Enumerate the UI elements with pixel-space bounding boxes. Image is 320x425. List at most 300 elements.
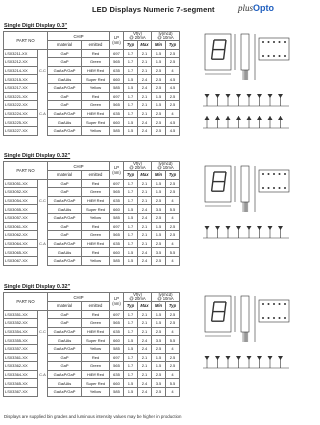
pin-hole (284, 317, 286, 319)
col-header-vf-typ: Typ (124, 41, 138, 50)
cell-vf-max: 2.1 (138, 196, 152, 205)
segment-e (212, 182, 213, 192)
col-header-iv (152, 32, 180, 41)
col-header-vf (124, 32, 152, 41)
cell-vf-typ: 1.7 (124, 319, 138, 328)
cell-iv-typ: 4 (166, 213, 180, 222)
cell-iv-typ: 2.5 (166, 58, 180, 67)
cell-vf-typ: 1.7 (124, 109, 138, 118)
cell-emitted: Yellow (82, 256, 110, 265)
diode-symbol (236, 356, 241, 360)
section-title: Single Digit Display 0.3" (4, 23, 68, 29)
pin-hole (279, 55, 281, 57)
cell-iv-typ: 4 (166, 239, 180, 248)
cell-iv-typ: 2.5 (166, 179, 180, 188)
cell-vf-typ: 1.7 (124, 222, 138, 231)
col-header-vf (124, 293, 152, 302)
col-header-iv (152, 162, 180, 171)
pin-hole (284, 303, 286, 305)
col-header-part-no: PART NO (4, 293, 48, 311)
cell-vf-max: 2.1 (138, 362, 152, 371)
cell-lp: 565 (110, 101, 124, 110)
cell-vf-max: 2.4 (138, 248, 152, 257)
cell-iv-min: 1.5 (152, 101, 166, 110)
cell-iv-min: 3.5 (152, 336, 166, 345)
cell-emitted: HiEff Red (82, 239, 110, 248)
col-header-material: material (48, 171, 82, 180)
cell-lp: 585 (110, 344, 124, 353)
col-header-vf-max: Max (138, 302, 152, 311)
col-header-chip: CHIP (48, 162, 110, 171)
cell-material: GaP (48, 92, 82, 101)
cell-iv-typ: 4.5 (166, 75, 180, 84)
display-outline-diagram-1 (197, 28, 295, 146)
pin-hole (279, 187, 281, 189)
cell-lp: 635 (110, 109, 124, 118)
cell-iv-min: 2.5 (152, 118, 166, 127)
cell-vf-max: 2.4 (138, 205, 152, 214)
cell-iv-min: 2.5 (152, 66, 166, 75)
outline-drawing (197, 290, 295, 408)
cell-part-no: LS03227-XX (4, 126, 38, 135)
cell-emitted: HiEff Red (82, 66, 110, 75)
cell-material: GaAsP/GaP (48, 213, 82, 222)
cell-iv-min: 1.5 (152, 319, 166, 328)
cell-material: GaAsP/GaP (48, 66, 82, 75)
cell-iv-typ: 5.5 (166, 248, 180, 257)
cell-part-no: LS03211-XX (4, 49, 38, 58)
cell-vf-typ: 1.7 (124, 353, 138, 362)
cell-vf-max: 2.1 (138, 239, 152, 248)
diode-symbol (247, 356, 252, 360)
cell-vf-max: 2.1 (138, 231, 152, 240)
diode-symbol (278, 94, 283, 98)
pin-hole (262, 173, 264, 175)
cell-emitted: Yellow (82, 83, 110, 92)
cell-emitted: Green (82, 362, 110, 371)
cell-lp: 635 (110, 66, 124, 75)
cell-iv-min: 3.5 (152, 248, 166, 257)
cell-iv-min: 3.5 (152, 205, 166, 214)
cell-lp: 697 (110, 222, 124, 231)
cell-vf-max: 2.4 (138, 387, 152, 396)
cell-material: GaAlAs (48, 205, 82, 214)
outline-drawing (197, 160, 295, 278)
diode-symbol (236, 116, 241, 120)
cell-part-no: LS03357-XX (4, 344, 38, 353)
cell-vf-max: 2.1 (138, 58, 152, 67)
col-header-lp-unit: (nm) (112, 40, 121, 46)
diode-symbol (268, 94, 273, 98)
cell-vf-typ: 1.5 (124, 213, 138, 222)
logo-text-opto: Opto (253, 3, 275, 13)
cell-vf-max: 2.1 (138, 370, 152, 379)
segment-e (212, 312, 213, 322)
table-row (4, 92, 180, 101)
cell-iv-min: 1.5 (152, 353, 166, 362)
cell-lp: 565 (110, 319, 124, 328)
cell-material: GaP (48, 179, 82, 188)
table-row (4, 222, 180, 231)
cell-lp: 697 (110, 49, 124, 58)
cell-vf-typ: 1.5 (124, 379, 138, 388)
cell-iv-typ: 4.5 (166, 118, 180, 127)
col-header-vf-cond: @ 20mA (129, 165, 146, 170)
cell-material: GaAsP/GaP (48, 256, 82, 265)
table-row (4, 109, 180, 118)
cell-material: GaP (48, 319, 82, 328)
pin-hole (262, 187, 264, 189)
pin-hole (273, 317, 275, 319)
cell-iv-typ: 4 (166, 196, 180, 205)
diode-symbol (257, 356, 262, 360)
col-header-lp (110, 32, 124, 50)
cell-vf-typ: 1.5 (124, 336, 138, 345)
cell-common-type: C.A (38, 222, 48, 265)
col-header-vf-max: Max (138, 41, 152, 50)
col-header-iv-typ: Typ (166, 302, 180, 311)
diode-symbol (278, 356, 283, 360)
diode-symbol (278, 226, 283, 230)
cell-iv-min: 3.5 (152, 379, 166, 388)
cell-lp: 585 (110, 387, 124, 396)
cell-lp: 565 (110, 231, 124, 240)
header-row (4, 293, 180, 302)
cell-lp: 660 (110, 336, 124, 345)
cell-material: GaAsP/GaP (48, 327, 82, 336)
cell-emitted: Super Red (82, 118, 110, 127)
table-row (4, 196, 180, 205)
table-row (4, 231, 180, 240)
cell-emitted: Red (82, 49, 110, 58)
cell-part-no: LS03062-XX (4, 231, 38, 240)
cell-part-no: LS03051-XX (4, 179, 38, 188)
col-header-lp-unit: (nm) (112, 301, 121, 307)
cell-vf-max: 2.4 (138, 336, 152, 345)
cell-iv-min: 1.5 (152, 92, 166, 101)
cell-material: GaAlAs (48, 379, 82, 388)
cell-iv-min: 2.5 (152, 213, 166, 222)
cell-emitted: Yellow (82, 126, 110, 135)
cell-iv-min: 2.5 (152, 126, 166, 135)
diode-symbol (236, 226, 241, 230)
pin-hole (268, 173, 270, 175)
cell-vf-max: 2.1 (138, 66, 152, 75)
col-header-lp-label: LP (113, 35, 120, 41)
cell-emitted: Yellow (82, 213, 110, 222)
cell-part-no: LS03054-XX (4, 196, 38, 205)
cell-iv-typ: 4 (166, 66, 180, 75)
pin-hole (273, 303, 275, 305)
footnote: Displays are supplied bin grades and luminous intensity values may be higher in production (4, 414, 182, 419)
diode-symbol (226, 226, 231, 230)
col-header-iv-min: Min (152, 302, 166, 311)
table-row (4, 126, 180, 135)
pin-hole (279, 41, 281, 43)
cell-material: GaP (48, 188, 82, 197)
cell-part-no: LS03225-XX (4, 118, 38, 127)
cell-emitted: Super Red (82, 379, 110, 388)
cell-vf-typ: 1.7 (124, 370, 138, 379)
cell-emitted: Yellow (82, 344, 110, 353)
table-row (4, 344, 180, 353)
col-header-iv-min: Min (152, 171, 166, 180)
cell-vf-max: 2.4 (138, 83, 152, 92)
cell-emitted: Green (82, 319, 110, 328)
col-header-vf-cond: @ 20mA (129, 296, 146, 301)
cell-lp: 635 (110, 327, 124, 336)
cell-iv-min: 2.5 (152, 344, 166, 353)
diode-symbol (247, 226, 252, 230)
col-header-vf-typ: Typ (124, 171, 138, 180)
cell-iv-typ: 2.5 (166, 101, 180, 110)
col-header-lp-unit: (nm) (112, 170, 121, 176)
diode-symbol (268, 356, 273, 360)
diode-symbol (205, 226, 210, 230)
cell-part-no: LS03224-XX (4, 109, 38, 118)
cell-lp: 585 (110, 83, 124, 92)
col-header-iv-typ: Typ (166, 171, 180, 180)
package-side-view (241, 34, 249, 70)
diode-symbol (278, 116, 283, 120)
col-header-part-no: PART NO (4, 32, 48, 50)
cell-part-no: LS03061-XX (4, 222, 38, 231)
col-header-iv-cond: @ 10mA (157, 165, 174, 170)
outline-drawing (197, 28, 295, 146)
display-outline-diagram-2 (197, 160, 295, 278)
cell-vf-typ: 1.5 (124, 248, 138, 257)
cell-iv-typ: 2.5 (166, 353, 180, 362)
segment-f (213, 302, 214, 312)
cell-material: GaAlAs (48, 248, 82, 257)
diode-symbol (268, 226, 273, 230)
pin-hole (268, 317, 270, 319)
cell-lp: 660 (110, 118, 124, 127)
col-header-iv-min: Min (152, 41, 166, 50)
col-header-iv-typ: Typ (166, 41, 180, 50)
cell-vf-typ: 1.7 (124, 49, 138, 58)
cell-part-no: LS03214-XX (4, 66, 38, 75)
cell-part-no: LS03067-XX (4, 256, 38, 265)
cell-iv-min: 1.5 (152, 49, 166, 58)
cell-iv-min: 2.5 (152, 387, 166, 396)
cell-vf-typ: 1.7 (124, 310, 138, 319)
cell-emitted: Yellow (82, 387, 110, 396)
table-row (4, 353, 180, 362)
cell-vf-typ: 1.7 (124, 362, 138, 371)
col-header-material: material (48, 302, 82, 311)
cell-vf-typ: 1.7 (124, 231, 138, 240)
cell-emitted: Green (82, 188, 110, 197)
cell-emitted: Red (82, 248, 110, 257)
cell-vf-max: 2.1 (138, 188, 152, 197)
segment-f (213, 40, 214, 50)
cell-lp: 660 (110, 205, 124, 214)
cell-iv-typ: 2.5 (166, 231, 180, 240)
cell-iv-typ: 4 (166, 370, 180, 379)
diode-symbol (215, 226, 220, 230)
cell-iv-min: 2.5 (152, 109, 166, 118)
cell-lp: 565 (110, 188, 124, 197)
cell-material: GaAsP/GaP (48, 387, 82, 396)
cell-common-type: C.C (38, 179, 48, 222)
cell-material: GaAsP/GaP (48, 239, 82, 248)
cell-emitted: Green (82, 58, 110, 67)
pin-hole (268, 41, 270, 43)
cell-material: GaAsP/GaP (48, 344, 82, 353)
cell-vf-max: 2.4 (138, 344, 152, 353)
cell-iv-min: 2.5 (152, 327, 166, 336)
cell-vf-typ: 1.5 (124, 118, 138, 127)
cell-iv-typ: 5.5 (166, 205, 180, 214)
cell-iv-typ: 2.5 (166, 188, 180, 197)
page-header (0, 0, 300, 22)
diode-symbol (257, 94, 262, 98)
pin-hole (273, 41, 275, 43)
cell-part-no: LS03365-XX (4, 379, 38, 388)
logo-text-plus: plus (238, 3, 254, 13)
diode-symbol (226, 94, 231, 98)
diode-symbol (215, 356, 220, 360)
col-header-vf-label: Vf(v) (133, 292, 142, 297)
cell-part-no: LS03055-XX (4, 205, 38, 214)
cell-vf-typ: 1.7 (124, 196, 138, 205)
cell-emitted: HiEff Red (82, 109, 110, 118)
cell-vf-max: 2.1 (138, 92, 152, 101)
cell-material: GaP (48, 231, 82, 240)
cell-lp: 585 (110, 256, 124, 265)
pin-hole (268, 187, 270, 189)
cell-material: GaAlAs (48, 75, 82, 84)
cell-part-no: LS03362-XX (4, 362, 38, 371)
table-row (4, 310, 180, 319)
segment-c (224, 182, 225, 192)
cell-part-no: LS03367-XX (4, 387, 38, 396)
table-row (4, 75, 180, 84)
cell-part-no: LS03215-XX (4, 75, 38, 84)
cell-emitted: Super Red (82, 75, 110, 84)
cell-iv-min: 1.5 (152, 310, 166, 319)
cell-vf-max: 2.1 (138, 101, 152, 110)
cell-vf-max: 2.4 (138, 379, 152, 388)
cell-iv-typ: 4 (166, 109, 180, 118)
col-header-emitted: emitted (82, 302, 110, 311)
table-row (4, 49, 180, 58)
pin-hole (273, 187, 275, 189)
cell-vf-typ: 1.7 (124, 92, 138, 101)
col-header-iv-label: Iv(mcd) (158, 161, 173, 166)
cell-part-no: LS03064-XX (4, 239, 38, 248)
table-row (4, 205, 180, 214)
cell-lp: 635 (110, 196, 124, 205)
cell-vf-max: 2.4 (138, 256, 152, 265)
cell-lp: 635 (110, 370, 124, 379)
cell-iv-min: 2.5 (152, 75, 166, 84)
diode-symbol (205, 94, 210, 98)
diode-symbol (257, 116, 262, 120)
diode-symbol (268, 116, 273, 120)
col-header-vf (124, 162, 152, 171)
cell-iv-typ: 2.5 (166, 362, 180, 371)
col-header-chip: CHIP (48, 293, 110, 302)
cell-iv-min: 2.5 (152, 196, 166, 205)
col-header-iv-label: Iv(mcd) (158, 292, 173, 297)
cell-lp: 697 (110, 353, 124, 362)
cell-iv-typ: 2.5 (166, 310, 180, 319)
cell-lp: 565 (110, 362, 124, 371)
col-header-emitted: emitted (82, 41, 110, 50)
table-row (4, 118, 180, 127)
pin-hole (268, 303, 270, 305)
pin-hole (279, 173, 281, 175)
cell-vf-typ: 1.5 (124, 344, 138, 353)
cell-lp: 660 (110, 75, 124, 84)
cell-iv-typ: 4.5 (166, 83, 180, 92)
table-row (4, 213, 180, 222)
cell-lp: 585 (110, 213, 124, 222)
cell-emitted: HiEff Red (82, 327, 110, 336)
diode-symbol (205, 116, 210, 120)
cell-vf-max: 2.4 (138, 75, 152, 84)
col-header-lp-label: LP (113, 296, 120, 302)
cell-lp: 697 (110, 310, 124, 319)
cell-part-no: LS03052-XX (4, 188, 38, 197)
diode-symbol (226, 116, 231, 120)
segment-b (225, 172, 226, 182)
col-header-part-no: PART NO (4, 162, 48, 180)
cell-vf-typ: 1.7 (124, 66, 138, 75)
cell-emitted: HiEff Red (82, 370, 110, 379)
cell-vf-max: 2.1 (138, 222, 152, 231)
cell-iv-typ: 4.5 (166, 126, 180, 135)
cell-iv-min: 1.5 (152, 231, 166, 240)
cell-iv-min: 1.5 (152, 179, 166, 188)
cell-vf-typ: 1.5 (124, 75, 138, 84)
segment-e (212, 50, 213, 60)
cell-part-no: LS03351-XX (4, 310, 38, 319)
cell-lp: 585 (110, 126, 124, 135)
cell-vf-max: 2.1 (138, 327, 152, 336)
cell-iv-typ: 4 (166, 387, 180, 396)
display-outline-diagram-3 (197, 290, 295, 408)
cell-vf-typ: 1.7 (124, 327, 138, 336)
cell-part-no: LS03361-XX (4, 353, 38, 362)
col-header-lp (110, 293, 124, 311)
col-header-emitted: emitted (82, 171, 110, 180)
cell-lp: 697 (110, 179, 124, 188)
cell-vf-typ: 1.5 (124, 256, 138, 265)
table-row (4, 370, 180, 379)
cell-iv-min: 2.5 (152, 370, 166, 379)
pin-hole (279, 317, 281, 319)
cell-common-type: C.C (38, 310, 48, 353)
table-row (4, 336, 180, 345)
cell-iv-min: 1.5 (152, 188, 166, 197)
cell-material: GaP (48, 362, 82, 371)
cell-iv-min: 2.5 (152, 256, 166, 265)
package-side-view (241, 166, 249, 202)
cell-iv-min: 2.5 (152, 83, 166, 92)
cell-part-no: LS03352-XX (4, 319, 38, 328)
col-header-iv-label: Iv(mcd) (158, 31, 173, 36)
cell-emitted: Red (82, 310, 110, 319)
cell-vf-max: 2.1 (138, 353, 152, 362)
pin-hole (262, 317, 264, 319)
cell-material: GaP (48, 101, 82, 110)
cell-part-no: LS03065-XX (4, 248, 38, 257)
section-title: Single Digit Display 0.32" (4, 153, 71, 159)
pin-hole (262, 55, 264, 57)
